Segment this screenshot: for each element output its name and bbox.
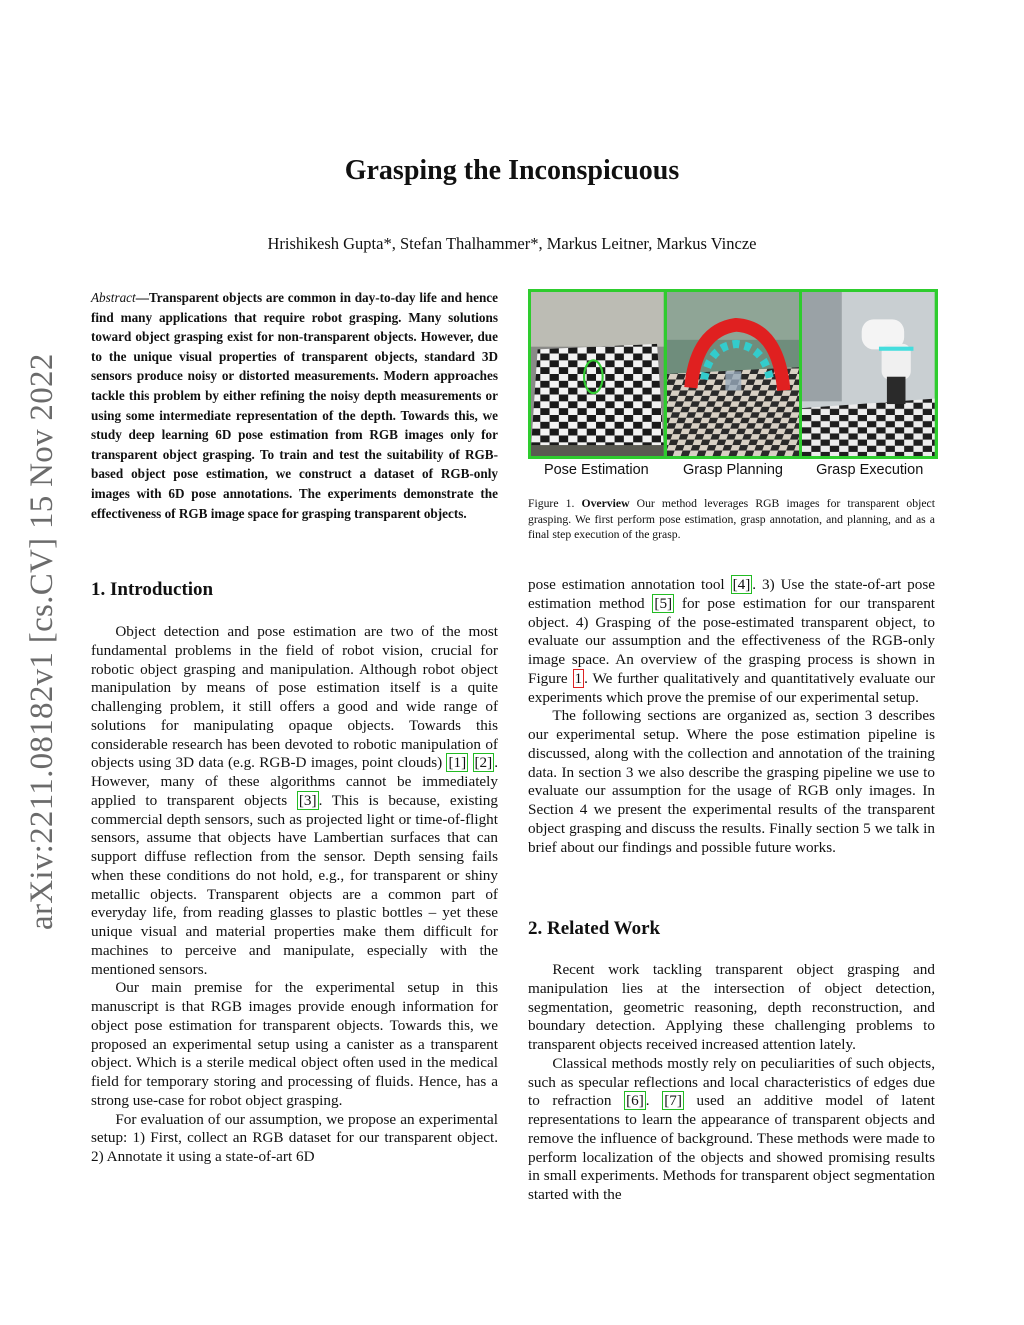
intro-paragraph-4: The following sections are organized as, section 3 describes our experimental setup. Where the pose estimation pipeline is discussed, along with the collection and annotation of the training data. In section 3 we also describe the grasping pipeline we use to evaluate our assumption for the usage of RGB only images. In Section 4 we present the experimental results of the transparent object grasping and discuss the results. Finally section 5 we talk in brief about our findings and possible future works. [528, 707, 935, 856]
related-heading: 2. Related Work [528, 918, 661, 939]
citation-link[interactable]: [7] [664, 1092, 682, 1110]
pose-estimation-image [531, 292, 664, 456]
intro-paragraph-3-cont: pose estimation annotation tool [4] . 3) Use the state-of-art pose estimation method [5] for pose estimation for our transparent object. 4) Grasping of the pose-estimated transparent object, to evaluate our assumption and the effectiveness of the RGB-only image space. An overview of the grasping process is shown in Figure 1 . We further qualitatively and quantitatively evaluate our experiments which prove the premise of our experimental setup. [528, 576, 936, 706]
paper-title: Grasping the Inconspicuous [344, 155, 680, 186]
citation-link[interactable]: [5] [654, 594, 673, 612]
figure-panel-labels [528, 462, 938, 478]
citation-link[interactable]: [1] [448, 754, 467, 772]
caption-prefix: Figure 1. [528, 497, 582, 510]
abstract-lead: Abstract [91, 290, 136, 305]
figure-ref-link[interactable]: 1 [574, 669, 583, 687]
intro-paragraph-3: For evaluation of our assumption, we propose an experimental setup: 1) First, collect an RGB dataset for our transparent object. 2) Annotate it using a state-of-art 6D [91, 1110, 498, 1165]
related-column [528, 961, 935, 1205]
grasp-planning-image [667, 292, 800, 456]
intro-right-column [528, 576, 935, 857]
overview-figure [528, 289, 938, 459]
intro-left-column [91, 623, 498, 1167]
grasp-execution-image [802, 292, 935, 456]
caption-bold: Overview [581, 497, 630, 510]
intro-paragraph-1: Object detection and pose estimation are two of the most fundamental problems in the field of robot vision, crucial for robotic object grasping and manipulation. Although robot object manipulation by means of pose estimation itself is a quite challenging problem, it still offers a good and wide range of solutions for manipulating opaque objects. Towards this considerable research has been devoted to robotic manipulation of objects using 3D data (e.g. RGB-D images, point clouds) [1] [2] . However, many of these algorithms cannot be immediately applied to transparent objects [3] . This is because, existing commercial depth sensors, such as projected light or time-of-flight sensors, assume that objects have Lambertian surfaces that can support diffuse reflection from the sensor. Depth sensing fails when these conditions do not hold, e.g., for transparent or shiny metallic objects. Transparent objects are a common part of everyday life, from reading glasses to plastic bottles – yet these unique visual and material properties make them difficult for machines to perceive and manipulate, especially with the mentioned sensors. [91, 623, 499, 978]
citation-link[interactable]: [3] [298, 791, 317, 809]
label-grasp-execution: Grasp Execution [816, 462, 924, 478]
related-paragraph-2: Classical methods mostly rely on peculiarities of such objects, such as specular reflections and local characteristics of edges due to refraction [6] . [7] used an additive model of latent representations to learn the appearance of transparent objects and remove the influence of background. These methods were made to perform localization of the objects and showed promising results in small experiments. Methods for transparent object segmentation started with the [528, 1054, 935, 1203]
intro-heading: 1. Introduction [91, 579, 214, 600]
arxiv-stamp: arXiv:2211.08182v1 [cs.CV] 15 Nov 2022 [24, 353, 60, 930]
figure-caption [528, 496, 935, 543]
caption-text: Our method leverages RGB images for transparent object grasping. We first perform pose estimation, grasp annotation, and planning, and as a final step execution of the grasp. [528, 497, 935, 542]
abstract-text: —Transparent objects are common in day-to-day life and hence find many applications that require robot grasping. Many solutions toward object grasping exist for non-transparent objects. However, due to the unique visual properties of transparent objects, standard 3D sensors produce noisy or distorted measurements. Modern approaches tackle this problem by either refining the noisy depth measurements or using some intermediate representation of the depth. Towards this, we study deep learning 6D pose estimation from RGB images only for transparent object grasping. To train and test the suitability of RGB-based object pose estimation, we construct a dataset of RGB-only images with 6D pose annotations. The experiments demonstrate the effectiveness of RGB image space for grasping transparent objects. [91, 290, 498, 521]
citation-link[interactable]: [4] [732, 576, 751, 593]
citation-link[interactable]: [2] [474, 754, 493, 772]
citation-link[interactable]: [6] [626, 1092, 644, 1110]
abstract [91, 288, 498, 523]
related-paragraph-1: Recent work tackling transparent object grasping and manipulation lies at the intersection of object detection, segmentation, geometric reasoning, depth reconstruction, and boundary detection. Applying these challenging problems to transparent objects received increased attention lately. [528, 961, 935, 1053]
intro-paragraph-2: Our main premise for the experimental setup in this manuscript is that RGB images provide enough information for object pose estimation for transparent objects. Towards this, we proposed an experimental setup using a canister as a transparent object. Which is a sterile medical object often used in the medical field for temporary storing and processing of fluids. Hence, has a strong use-case for robot object grasping. [91, 979, 498, 1109]
label-grasp-planning: Grasp Planning [683, 462, 783, 478]
author-list: Hrishikesh Gupta*, Stefan Thalhammer*, Markus Leitner, Markus Vincze [267, 234, 757, 253]
label-pose-estimation: Pose Estimation [543, 462, 649, 478]
